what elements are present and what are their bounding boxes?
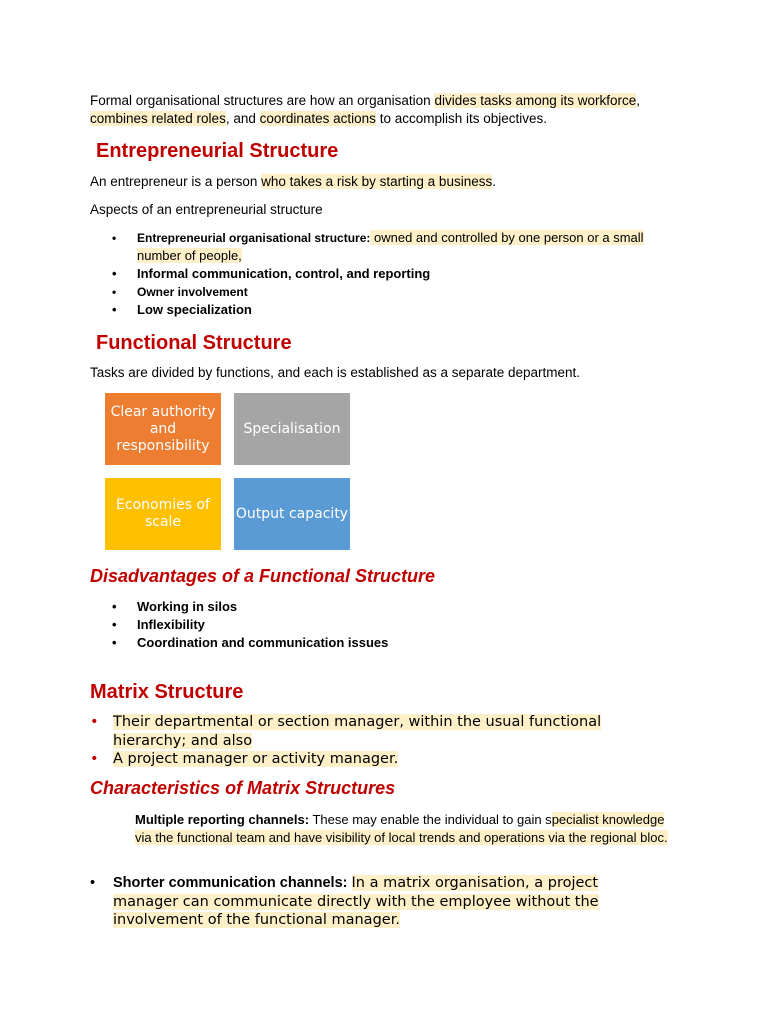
bullet-highlight: owned and controlled by one person or a small number of people, [137,230,644,263]
entrepreneurial-bullet-list [112,229,672,319]
bullet-text: Working in silos [137,599,238,614]
list-item [112,634,612,652]
intro-highlight-combines: combines related roles [90,111,226,126]
bullet-text: Owner involvement [137,285,248,299]
bullet-icon: • [112,266,117,281]
definition-text: An entrepreneur is a person [90,174,262,189]
bullet-icon: • [90,875,96,891]
intro-text-1: Formal organisational structures are how an organisation [90,93,435,108]
disadvantages-heading: Disadvantages of a Functional Structure [90,566,436,586]
shorter-channels-list [90,874,650,930]
specialisation-box: Specialisation [234,393,350,465]
bullet-icon: • [112,635,117,650]
intro-highlight-divides: divides tasks among its workforce [434,93,637,108]
list-item [112,265,672,283]
definition-highlight: who takes a risk by starting a business [261,174,493,189]
definition-end: . [492,174,496,189]
bullet-icon: • [112,285,117,299]
intro-highlight-coordinates: coordinates actions [259,111,376,126]
economies-of-scale-box: Economies of scale [105,478,221,550]
entrepreneur-definition [90,173,496,191]
bullet-icon: • [90,751,99,767]
list-item [112,229,672,265]
functional-heading: Functional Structure [96,332,292,354]
bullet-icon: • [112,617,117,632]
list-item [112,301,672,319]
reporting-bold: Multiple reporting channels [135,812,305,827]
shorter-highlight: In a matrix organisation, a project manager can communicate directly with the employee without the involvement of the functional manager. [113,875,599,928]
aspects-text: Aspects of an entrepreneurial structure [90,202,323,217]
intro-text-2: , [636,93,641,108]
intro-paragraph [90,92,650,128]
reporting-text: These may enable the individual to gain s [309,812,552,827]
matrix-heading: Matrix Structure [90,681,244,703]
list-item [112,616,612,634]
bullet-text: Inflexibility [137,617,205,632]
clear-authority-box: Clear authority and responsibility [105,393,221,465]
matrix-list [90,713,650,769]
multiple-reporting-paragraph [135,811,675,847]
intro-text-3: , and [225,111,260,126]
characteristics-heading: Characteristics of Matrix Structures [90,778,396,798]
functional-benefits-grid [105,393,350,550]
list-item [112,598,612,616]
intro-text-4: to accomplish its objectives. [375,111,548,126]
bullet-highlight: A project manager or activity manager. [113,751,399,767]
list-item [90,750,650,769]
list-item [90,874,650,930]
list-item [90,713,650,750]
functional-text: Tasks are divided by functions, and each is established as a separate department. [90,365,581,380]
reporting-highlight: pecialist knowledge via the functional team and have visibility of local trends and operations via the regional bloc. [135,812,668,845]
disadvantages-list [112,598,612,652]
output-capacity-box: Output capacity [234,478,350,550]
list-item [112,283,672,301]
bullet-icon: • [90,714,99,730]
bullet-text: Informal communication, control, and reporting [137,266,431,281]
bullet-text: Low specialization [137,302,252,317]
reporting-colon: : [304,812,310,827]
entrepreneurial-heading: Entrepreneurial Structure [96,140,339,162]
bullet-icon: • [112,302,117,317]
shorter-bold: Shorter communication channels: [113,875,348,891]
bullet-icon: • [112,599,117,614]
bullet-icon: • [112,231,117,245]
bullet-bold: Entrepreneurial organisational structure: [137,231,371,245]
bullet-text: Coordination and communication issues [137,635,389,650]
bullet-highlight: Their departmental or section manager, within the usual functional hierarchy; and also [113,714,602,749]
